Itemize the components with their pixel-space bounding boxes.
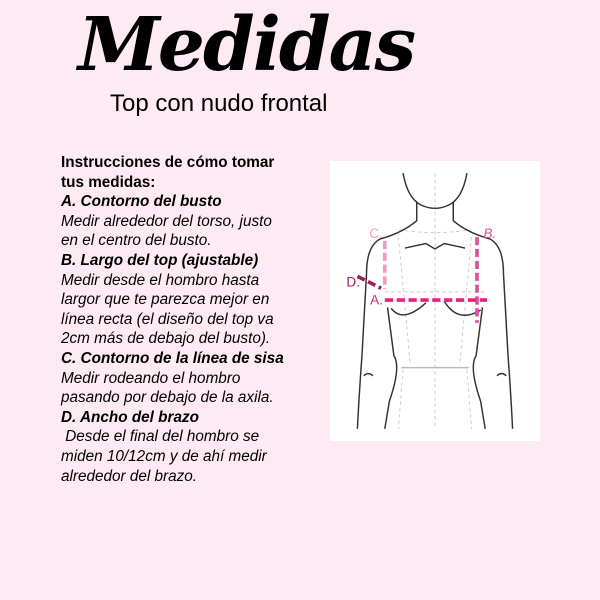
section-d-body: miden 10/12cm y de ahí medir	[61, 447, 267, 465]
instructions	[61, 153, 336, 486]
section-a-body: Medir alrededor del torso, justo	[61, 212, 272, 230]
section-b-body: línea recta (el diseño del top va	[61, 310, 274, 328]
label-b: B.	[483, 226, 497, 241]
section-b-body: 2cm más de debajo del busto).	[61, 330, 271, 348]
measurement-lines	[357, 237, 487, 323]
section-c-body: pasando por debajo de la axila.	[61, 389, 274, 407]
section-d-body: Desde el final del hombro se	[61, 428, 260, 446]
body-sketch	[330, 161, 540, 441]
section-b-title: B. Largo del top (ajustable)	[61, 251, 259, 269]
section-d-title: D. Ancho del brazo	[61, 408, 199, 426]
measurement-figure	[330, 161, 540, 441]
section-b-body: largor que te parezca mejor en	[61, 291, 270, 309]
page-title: Medidas	[78, 2, 415, 88]
label-c: C.	[369, 226, 383, 241]
section-d-body: alrededor del brazo.	[61, 467, 198, 485]
instructions-heading: tus medidas:	[61, 173, 156, 191]
section-c-title: C. Contorno de la línea de sisa	[61, 349, 284, 367]
instructions-heading: Instrucciones de cómo tomar	[61, 154, 275, 171]
section-a-title: A. Contorno del busto	[61, 193, 222, 211]
page-subtitle: Top con nudo frontal	[110, 90, 328, 117]
label-a: A.	[370, 292, 384, 308]
section-c-body: Medir rodeando el hombro	[61, 369, 241, 387]
line-d	[357, 276, 381, 288]
section-b-body: Medir desde el hombro hasta	[61, 271, 260, 289]
section-a-body: en el centro del busto.	[61, 232, 212, 250]
label-d: D.	[346, 274, 361, 290]
